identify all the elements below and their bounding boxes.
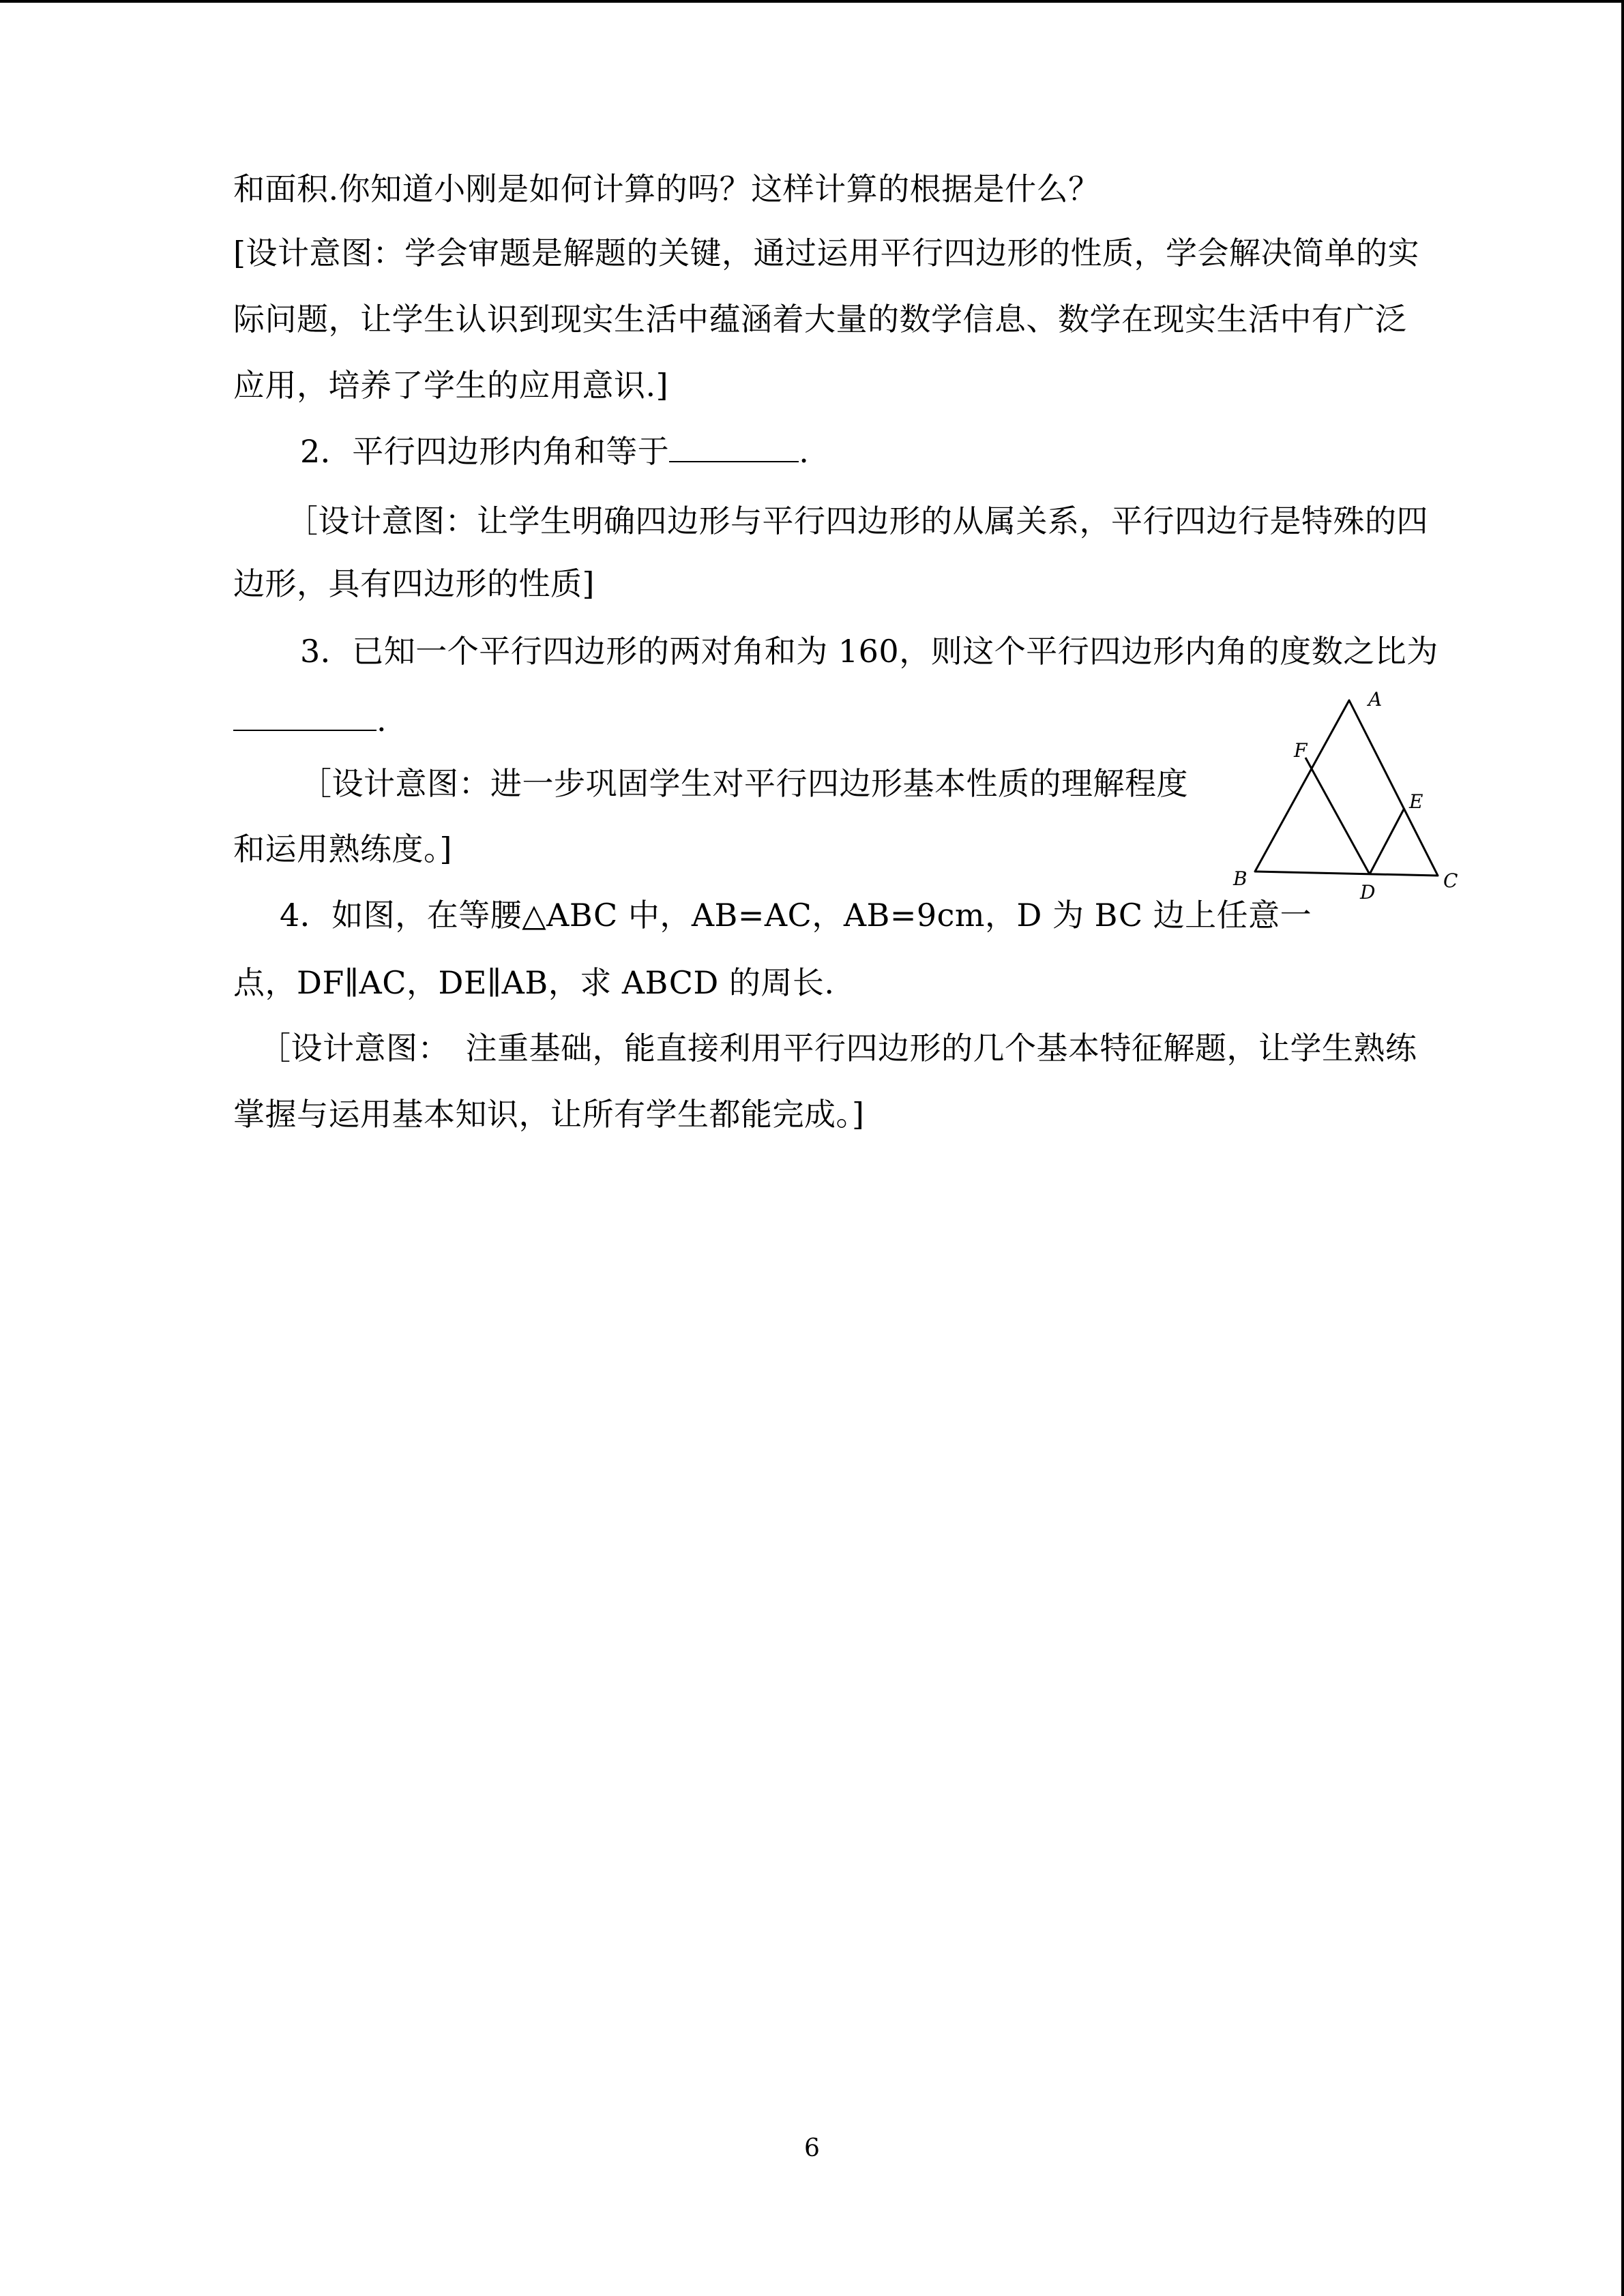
design-intent-3-line-1: ［设计意图：进一步巩固学生对平行四边形基本性质的理解程度 — [300, 765, 1188, 802]
design-intent-1-line-2: 际问题，让学生认识到现实生活中蕴涵着大量的数学信息、数学在现实生活中有广泛 — [233, 301, 1407, 338]
segment-de — [1370, 808, 1404, 874]
page-top-edge — [0, 0, 1624, 3]
design-intent-2-line-2: 边形，具有四边形的性质] — [233, 565, 595, 602]
page-right-edge — [1621, 0, 1624, 2296]
question-3-text: 3．已知一个平行四边形的两对角和为 160，则这个平行四边形内角的度数之比为 — [300, 633, 1438, 670]
design-intent-3-line-2: 和运用熟练度。] — [233, 831, 452, 867]
text-line-1: 和面积.你知道小刚是如何计算的吗？这样计算的根据是什么？ — [233, 170, 1100, 207]
design-intent-1-line-3: 应用，培养了学生的应用意识.] — [233, 367, 669, 404]
label-b: B — [1233, 867, 1247, 890]
design-intent-2-line-1: ［设计意图：让学生明确四边形与平行四边形的从属关系，平行四边行是特殊的四 — [286, 503, 1428, 539]
question-2-text: 2．平行四边形内角和等于 — [300, 433, 670, 470]
question-2 — [300, 431, 809, 472]
triangle-abc — [1255, 700, 1438, 876]
design-intent-4-line-1: ［设计意图： 注重基础，能直接利用平行四边形的几个基本特征解题，让学生熟练 — [259, 1030, 1417, 1067]
label-c: C — [1443, 869, 1458, 892]
question-4-line-1: 4．如图，在等腰△ABC 中，AB=AC，AB=9cm，D 为 BC 边上任意一 — [280, 897, 1312, 934]
triangle-figure — [1221, 685, 1473, 910]
design-intent-1-line-1: [设计意图：学会审题是解题的关键，通过运用平行四边形的性质，学会解决简单的实 — [233, 235, 1419, 271]
question-3-blank-line — [233, 700, 387, 741]
label-e: E — [1409, 790, 1423, 813]
design-intent-4-line-2: 掌握与运用基本知识，让所有学生都能完成。] — [233, 1096, 865, 1133]
label-a: A — [1368, 688, 1383, 711]
segment-fd — [1305, 758, 1370, 874]
label-d: D — [1360, 881, 1376, 904]
question-2-answer-blank — [669, 431, 799, 462]
question-2-period: . — [799, 433, 810, 470]
question-4-line-2: 点，DF∥AC，DE∥AB，求 ABCD 的周长. — [233, 964, 835, 1001]
label-f: F — [1294, 739, 1308, 762]
question-3-answer-blank — [233, 700, 377, 731]
question-3-period: . — [377, 702, 387, 739]
page-number: 6 — [804, 2134, 820, 2162]
